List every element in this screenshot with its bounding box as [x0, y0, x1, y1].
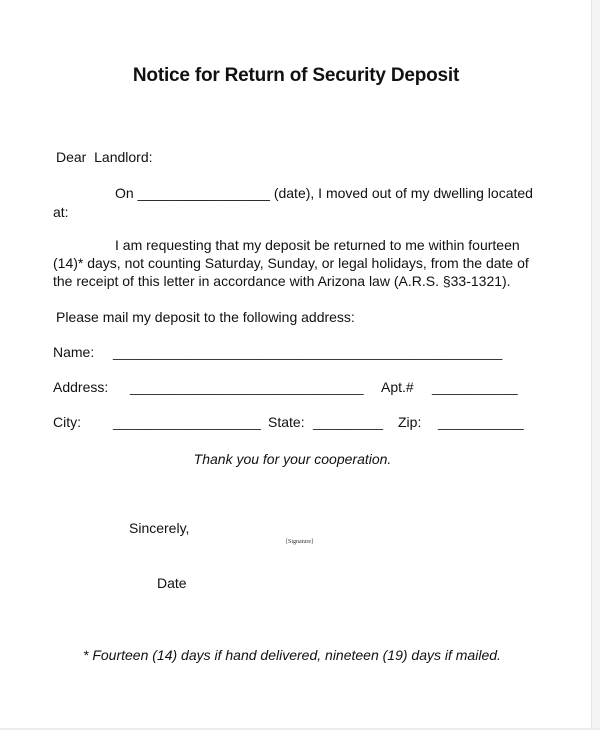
signature-placeholder[interactable]: [Signature] [286, 539, 313, 545]
request-paragraph-line-2: (14)* days, not counting Saturday, Sunday, or legal holidays, from the date of [53, 255, 529, 271]
city-field[interactable]: ___________________ [113, 414, 261, 430]
apt-field[interactable]: ___________ [432, 379, 518, 395]
address-field[interactable]: ______________________________ [130, 379, 364, 395]
move-out-date-line: On _________________ (date), I moved out of my dwelling located [115, 185, 533, 201]
date-label: Date [157, 575, 187, 591]
move-out-location-continuation: at: [53, 204, 69, 220]
state-field[interactable]: _________ [313, 414, 384, 430]
page-right-edge [591, 0, 600, 730]
name-field[interactable]: __________________________________________________ [113, 344, 503, 360]
zip-field[interactable]: ___________ [438, 414, 524, 430]
state-label: State: [268, 414, 305, 430]
footnote: * Fourteen (14) days if hand delivered, nineteen (19) days if mailed. [83, 647, 501, 663]
mail-instruction: Please mail my deposit to the following address: [56, 309, 355, 325]
request-paragraph-line-3: the receipt of this letter in accordance with Arizona law (A.R.S. §33-1321). [53, 273, 511, 289]
city-label: City: [53, 414, 81, 430]
greeting: Dear Landlord: [56, 149, 153, 165]
sincerely-closing: Sincerely, [129, 520, 190, 536]
zip-label: Zip: [398, 414, 422, 430]
apt-label: Apt.# [381, 379, 414, 395]
thank-you-line: Thank you for your cooperation. [193, 451, 392, 467]
request-paragraph-line-1: I am requesting that my deposit be returned to me within fourteen [115, 237, 520, 253]
name-label: Name: [53, 344, 95, 360]
address-label: Address: [53, 379, 109, 395]
document-title: Notice for Return of Security Deposit [132, 65, 460, 86]
